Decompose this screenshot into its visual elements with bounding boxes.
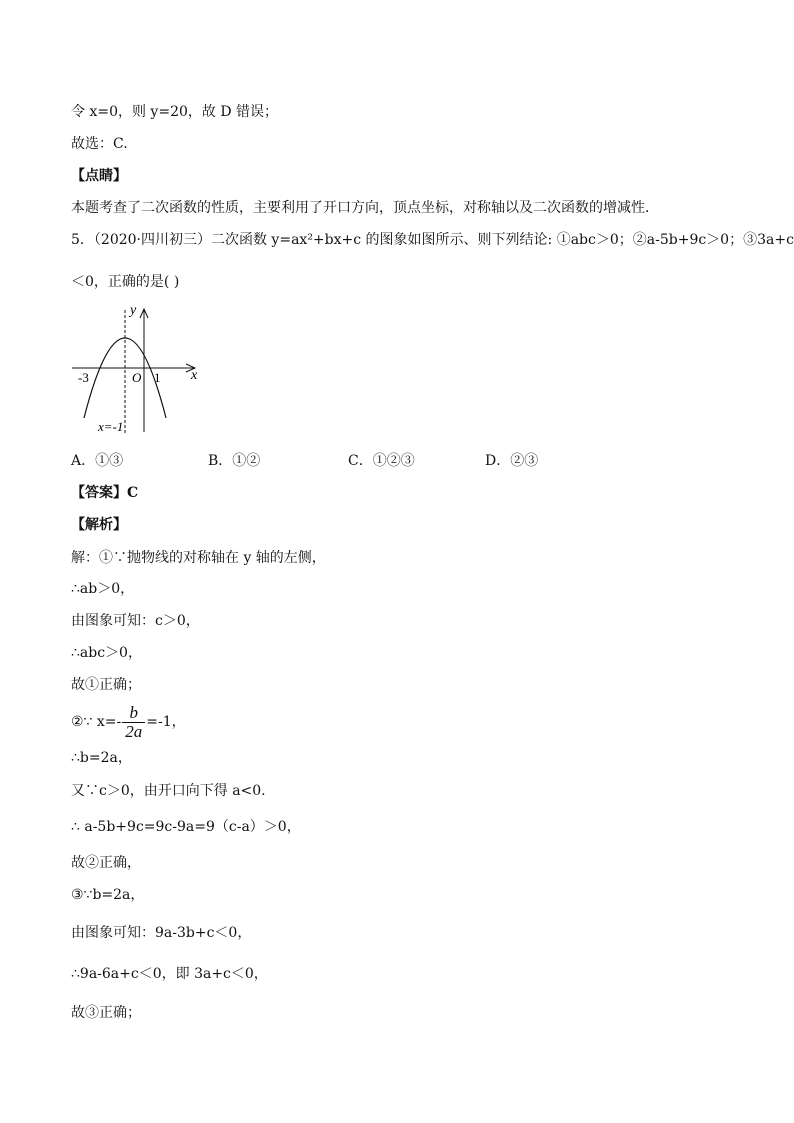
question-5-stem: 5．（2020·四川初三）二次函数 y=ax²+bx+c 的图象如图所示、则下列结论: ①abc＞0；②a-5b+9c＞0；③3a+c bbox=[71, 232, 794, 248]
symmetry-axis-label: x=-1 bbox=[98, 419, 124, 434]
solution-line-let-x-zero: 令 x=0，则 y=20，故 D 错误； bbox=[71, 104, 279, 120]
commentary-heading: 【点睛】 bbox=[71, 168, 127, 184]
fraction-numerator: b bbox=[129, 702, 139, 722]
y-axis-label: y bbox=[130, 303, 137, 318]
fraction-denominator: 2a bbox=[122, 722, 145, 741]
solution-step-2: ∴ab＞0， bbox=[71, 581, 135, 597]
tick-label-neg3: -3 bbox=[78, 370, 89, 385]
analysis-heading: 【解析】 bbox=[71, 517, 127, 533]
answer-line: 【答案】C bbox=[71, 485, 139, 501]
option-d: D．②③ bbox=[485, 453, 539, 469]
fraction-b-over-2a bbox=[122, 704, 145, 741]
option-c: C．①②③ bbox=[348, 453, 415, 469]
solution-step-11: ③∵b=2a， bbox=[71, 887, 145, 903]
solution-step-7: ∴b=2a， bbox=[71, 750, 132, 766]
option-b: B．①② bbox=[208, 453, 261, 469]
solution-step-12: 由图象可知：9a-3b+c＜0， bbox=[71, 925, 252, 941]
question-5-stem-cont: ＜0，正确的是( ) bbox=[71, 274, 180, 290]
step-6-suffix: =-1， bbox=[146, 714, 186, 730]
commentary-text: 本题考查了二次函数的性质，主要利用了开口方向，顶点坐标，对称轴以及二次函数的增减性． bbox=[71, 200, 659, 216]
solution-step-6 bbox=[71, 703, 186, 741]
x-axis-label: x bbox=[191, 368, 198, 383]
solution-step-3: 由图象可知：c＞0， bbox=[71, 613, 200, 629]
solution-step-10: 故②正确， bbox=[71, 855, 141, 871]
solution-step-14: 故③正确； bbox=[71, 1005, 141, 1021]
tick-label-1: 1 bbox=[154, 370, 161, 385]
solution-step-8: 又∵c＞0，由开口向下得 a<0. bbox=[71, 783, 266, 799]
origin-label: O bbox=[132, 370, 142, 385]
option-a: A．①③ bbox=[71, 453, 124, 469]
solution-step-5: 故①正确； bbox=[71, 677, 141, 693]
solution-step-9: ∴ a-5b+9c=9c-9a=9（c-a）＞0， bbox=[71, 819, 301, 835]
solution-step-4: ∴abc＞0， bbox=[71, 645, 142, 661]
choice-line: 故选：C. bbox=[71, 136, 128, 152]
solution-step-1: 解：①∵抛物线的对称轴在 y 轴的左侧， bbox=[71, 550, 326, 566]
solution-step-13: ∴9a-6a+c＜0，即 3a+c＜0， bbox=[71, 966, 268, 982]
parabola-graph bbox=[70, 298, 205, 436]
step-6-prefix: ②∵ x=- bbox=[71, 714, 122, 730]
